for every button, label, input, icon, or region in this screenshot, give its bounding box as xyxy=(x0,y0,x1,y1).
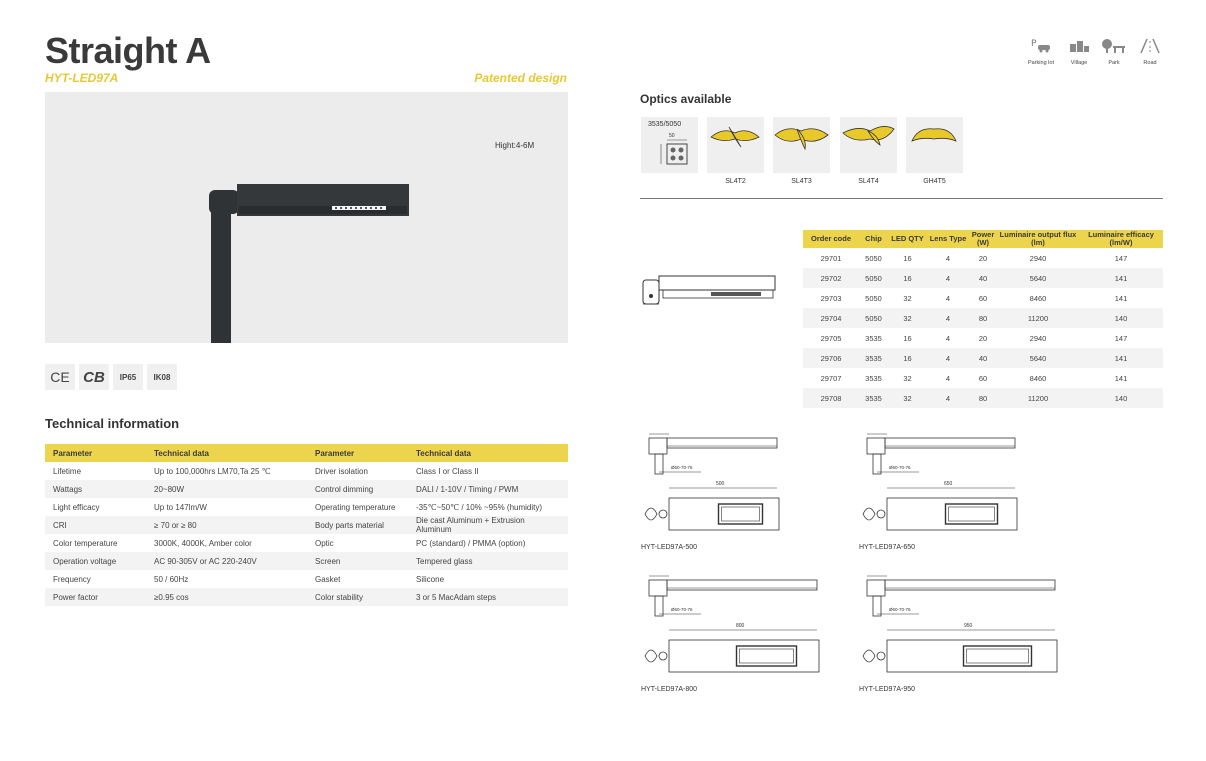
luminaire-side-view xyxy=(641,270,781,312)
length-dimension: 500 xyxy=(716,481,725,487)
optic-tile-gh4t5 xyxy=(906,117,963,173)
table-cell: 29705 xyxy=(820,333,842,343)
table-cell: 16 xyxy=(903,333,912,343)
table-row xyxy=(45,552,568,570)
drawing-label: HYT-LED97A-650 xyxy=(859,544,916,551)
table-cell: Gasket xyxy=(315,574,341,584)
drawing-label: HYT-LED97A-950 xyxy=(859,686,916,693)
table-cell: 16 xyxy=(888,268,927,288)
table-cell: Optic xyxy=(315,538,334,548)
table-cell: 5640 xyxy=(997,268,1079,288)
table-cell: 16 xyxy=(903,253,912,263)
table-cell: Wattags xyxy=(45,480,146,498)
table-cell: DALI / 1-10V / Timing / PWM xyxy=(408,480,568,498)
table-cell: Tempered glass xyxy=(408,552,568,570)
table-cell: 5640 xyxy=(997,348,1079,368)
table-cell: PC (standard) / PMMA (option) xyxy=(416,538,526,548)
pole-diameter-dimension: Ø60-70-76 xyxy=(671,607,693,612)
table-cell: Lifetime xyxy=(53,466,82,476)
table-cell: 29702 xyxy=(803,268,859,288)
table-cell: 4 xyxy=(945,293,951,303)
dimension-drawing xyxy=(641,570,821,680)
table-cell: Body parts material xyxy=(307,516,408,534)
application-label: Park xyxy=(1108,60,1120,66)
optics-heading: Optics available xyxy=(640,92,732,106)
table-cell: 5050 xyxy=(865,253,882,263)
optic-tile-sl4t3 xyxy=(773,117,830,173)
table-cell: 140 xyxy=(1079,388,1163,408)
pole-diameter-dimension: Ø60-70-76 xyxy=(889,607,911,612)
table-cell: 4 xyxy=(927,268,969,288)
chip-layout-tile xyxy=(641,117,698,173)
column-header: Luminaire efficacy (lm/W) xyxy=(1079,230,1163,248)
table-cell: 29701 xyxy=(820,253,842,263)
table-cell: 16 xyxy=(888,348,927,368)
table-cell: 3535 xyxy=(865,333,882,343)
table-cell: AC 90-305V or AC 220-240V xyxy=(146,552,307,570)
table-cell: 5050 xyxy=(859,308,888,328)
table-cell: Operation voltage xyxy=(45,552,146,570)
table-cell: 29704 xyxy=(803,308,859,328)
parking-lot-icon xyxy=(1030,38,1052,54)
lens-distribution-icon xyxy=(707,117,764,173)
table-cell: 4 xyxy=(945,253,951,263)
column-header: Luminaire output flux (lm) xyxy=(997,230,1079,248)
table-cell: 4 xyxy=(927,348,969,368)
table-cell: 32 xyxy=(888,308,927,328)
table-row xyxy=(803,388,1163,408)
table-cell: 20 xyxy=(978,253,988,263)
application-label: Road xyxy=(1143,60,1157,66)
product-photo xyxy=(45,92,568,343)
table-row xyxy=(803,368,1163,388)
table-row xyxy=(45,480,568,498)
pole-diameter-dimension: Ø60-70-76 xyxy=(889,465,911,470)
mounting-height-note: Hight:4-6M xyxy=(495,141,535,150)
table-row xyxy=(45,534,568,552)
table-cell: 29703 xyxy=(820,293,842,303)
table-cell: Driver isolation xyxy=(315,466,368,476)
column-header: Chip xyxy=(859,230,888,248)
chip-layout-diagram xyxy=(649,134,694,172)
table-row xyxy=(803,268,1163,288)
table-cell: 141 xyxy=(1079,348,1163,368)
table-cell: Die cast Aluminum + Extrusion Aluminum xyxy=(408,516,568,534)
optic-label: GH4T5 xyxy=(923,178,946,185)
svg-text:P: P xyxy=(1031,39,1037,49)
order-table xyxy=(803,230,1163,408)
table-header-row xyxy=(45,444,568,462)
table-cell: 32 xyxy=(903,293,912,303)
application-parking-lot xyxy=(1027,38,1055,66)
ik08-badge: IK08 xyxy=(147,364,177,390)
table-cell: Color stability xyxy=(307,588,408,606)
optic-tile-sl4t4 xyxy=(840,117,897,173)
table-cell: 5050 xyxy=(865,293,882,303)
column-header: Technical data xyxy=(408,444,568,462)
chip-type-label: 3535/5050 xyxy=(648,121,682,128)
chip-dimension-label: 50 xyxy=(669,133,675,139)
village-icon xyxy=(1068,38,1090,54)
table-cell: ≥ 70 or ≥ 80 xyxy=(146,516,307,534)
lens-distribution-icon xyxy=(773,117,830,173)
table-cell: 4 xyxy=(927,388,969,408)
table-cell: 40 xyxy=(969,268,997,288)
table-cell: CRI xyxy=(45,516,146,534)
table-cell: 29707 xyxy=(820,373,842,383)
table-cell: 60 xyxy=(978,373,988,383)
table-row xyxy=(803,248,1163,268)
table-cell: Up to 100,000hrs LM70,Ta 25 ℃ xyxy=(154,466,271,476)
table-cell: 141 xyxy=(1114,293,1128,303)
table-cell: Operating temperature xyxy=(315,502,396,512)
patent-note: Patented design xyxy=(474,71,567,85)
table-cell: 20~80W xyxy=(146,480,307,498)
column-header: Power (W) xyxy=(969,230,997,248)
column-header: LED QTY xyxy=(888,230,927,248)
column-header: Order code xyxy=(803,230,859,248)
pole-diameter-dimension: Ø60-70-76 xyxy=(671,465,693,470)
application-label: Village xyxy=(1070,60,1088,66)
technical-table xyxy=(45,444,568,606)
table-cell: Class I or Class II xyxy=(416,466,479,476)
table-cell: Light efficacy xyxy=(53,502,100,512)
length-dimension: 650 xyxy=(944,481,953,487)
table-cell: 3535 xyxy=(859,348,888,368)
table-cell: Control dimming xyxy=(307,480,408,498)
table-cell: 3 or 5 MacAdam steps xyxy=(408,588,568,606)
table-row xyxy=(803,308,1163,328)
table-cell: 32 xyxy=(888,388,927,408)
drawing-label: HYT-LED97A-800 xyxy=(641,686,698,693)
table-cell: 80 xyxy=(969,308,997,328)
length-dimension: 800 xyxy=(736,623,745,629)
application-road xyxy=(1136,38,1164,66)
section-divider xyxy=(640,198,1163,199)
length-dimension: 950 xyxy=(964,623,973,629)
table-cell: Frequency xyxy=(53,574,91,584)
table-row xyxy=(803,348,1163,368)
table-cell: 2940 xyxy=(1029,333,1047,343)
table-cell: 50 / 60Hz xyxy=(154,574,189,584)
table-cell: 8460 xyxy=(1029,293,1047,303)
table-cell: 40 xyxy=(969,348,997,368)
optic-tile-sl4t2 xyxy=(707,117,764,173)
table-cell: Silicone xyxy=(416,574,445,584)
application-village xyxy=(1065,38,1093,66)
lens-distribution-icon xyxy=(906,117,963,173)
table-cell: 4 xyxy=(945,333,951,343)
table-cell: 3535 xyxy=(865,373,882,383)
table-cell: 2940 xyxy=(1029,253,1047,263)
table-row xyxy=(45,588,568,606)
table-row xyxy=(45,570,568,588)
table-cell: 147 xyxy=(1114,253,1128,263)
application-label: Parking lot xyxy=(1028,60,1054,66)
column-header: Lens Type xyxy=(927,230,969,248)
application-park xyxy=(1100,38,1128,66)
ce-badge: CE xyxy=(45,364,75,390)
ip65-badge: IP65 xyxy=(113,364,143,390)
column-header: Parameter xyxy=(307,444,408,462)
technical-heading: Technical information xyxy=(45,416,180,431)
table-cell: 141 xyxy=(1079,268,1163,288)
table-cell: 29708 xyxy=(803,388,859,408)
table-cell: 11200 xyxy=(997,308,1079,328)
page-title: Straight A xyxy=(45,30,211,71)
table-row xyxy=(45,498,568,516)
table-cell: -35℃~50℃ / 10% ~95% (humidity) xyxy=(416,502,543,512)
street-light-illustration xyxy=(45,92,568,343)
table-cell: ≥0.95 cos xyxy=(146,588,307,606)
table-cell: 8460 xyxy=(1029,373,1047,383)
table-cell: 60 xyxy=(978,293,988,303)
dimension-drawing xyxy=(859,428,1019,538)
table-row xyxy=(803,328,1163,348)
park-icon xyxy=(1101,38,1127,54)
table-cell: Power factor xyxy=(45,588,146,606)
table-cell: Color temperature xyxy=(53,538,118,548)
table-cell: 11200 xyxy=(997,388,1079,408)
table-cell: 20 xyxy=(978,333,988,343)
column-header: Parameter xyxy=(45,444,146,462)
table-header-row xyxy=(803,230,1163,248)
optic-label: SL4T2 xyxy=(725,178,746,185)
table-cell: 3535 xyxy=(859,388,888,408)
table-cell: 29706 xyxy=(803,348,859,368)
column-header: Technical data xyxy=(146,444,307,462)
optic-label: SL4T4 xyxy=(858,178,879,185)
table-cell: Up to 147lm/W xyxy=(154,502,207,512)
table-cell: 4 xyxy=(945,373,951,383)
cb-badge: CB xyxy=(79,364,109,390)
table-cell: 4 xyxy=(927,308,969,328)
table-cell: 80 xyxy=(969,388,997,408)
table-cell: 32 xyxy=(903,373,912,383)
table-cell: 147 xyxy=(1114,333,1128,343)
dimension-drawing xyxy=(859,570,1059,680)
table-row xyxy=(45,516,568,534)
model-number: HYT-LED97A xyxy=(45,71,119,85)
dimension-drawing xyxy=(641,428,781,538)
lens-distribution-icon xyxy=(840,117,897,173)
table-cell: 5050 xyxy=(859,268,888,288)
table-cell: 140 xyxy=(1079,308,1163,328)
optic-label: SL4T3 xyxy=(791,178,812,185)
table-cell: Screen xyxy=(307,552,408,570)
drawing-label: HYT-LED97A-500 xyxy=(641,544,698,551)
table-cell: 141 xyxy=(1114,373,1128,383)
road-icon xyxy=(1139,38,1161,54)
table-cell: 3000K, 4000K, Amber color xyxy=(154,538,252,548)
table-row xyxy=(45,462,568,480)
table-row xyxy=(803,288,1163,308)
